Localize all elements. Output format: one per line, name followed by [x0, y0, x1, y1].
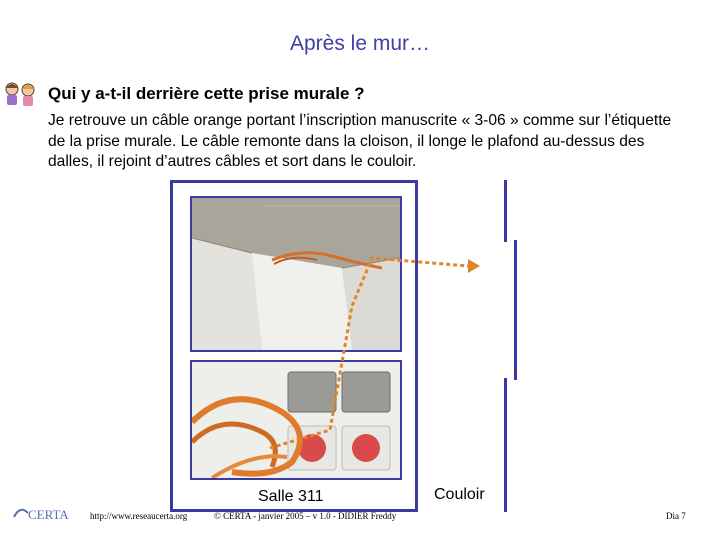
footer-credit: © CERTA - janvier 2005 – v 1.0 - DIDIER Freddy: [214, 511, 397, 521]
corridor-wall-line-upper: [504, 180, 507, 242]
ceiling-photo: [190, 196, 402, 352]
slide-body-text: Je retrouve un câble orange portant l’inscription manuscrite « 3-06 » comme sur l’étiquette de la prise murale. Le câble remonte dans la cloison, il longe le plafond au-dessus des dalles, il rejoint d’autres câbles et sort dans le couloir.: [48, 112, 672, 170]
corridor-wall-line-lower: [504, 378, 507, 512]
room-label: Salle 311: [258, 488, 324, 505]
cartoon-characters-icon: [2, 80, 38, 110]
slide-heading: Qui y a-t-il derrière cette prise murale ?: [48, 84, 365, 103]
footer-url[interactable]: http://www.reseaucerta.org: [90, 511, 188, 521]
corridor-wall-line-middle: [514, 240, 517, 380]
slide-number: Dia 7: [666, 511, 686, 521]
corridor-label: Couloir: [434, 486, 485, 503]
wall-socket-photo: [190, 360, 402, 480]
certa-logo: [12, 503, 76, 523]
slide-title: Après le mur…: [289, 32, 431, 55]
svg-text:CERTA: CERTA: [28, 507, 69, 522]
